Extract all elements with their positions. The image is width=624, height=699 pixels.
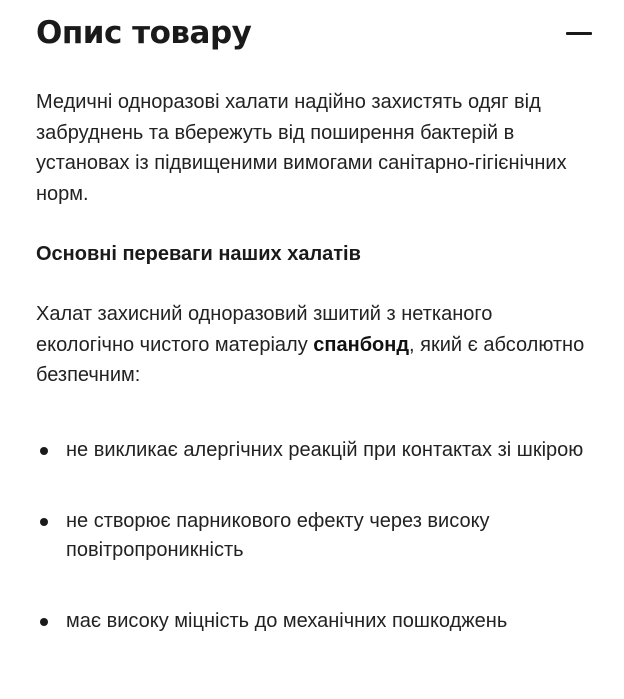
- bullet-icon: [40, 447, 48, 455]
- list-item: [36, 607, 596, 636]
- bullet-icon: [40, 618, 48, 626]
- material-text-end: , який є абсолютно безпечним:: [36, 333, 585, 386]
- list-item-text: не викликає алергічних реакцій при контактах зі шкірою: [66, 438, 584, 461]
- list-item: [36, 436, 596, 465]
- list-item: [36, 507, 596, 565]
- minus-icon: [566, 32, 592, 35]
- benefits-heading: Основні переваги наших халатів: [36, 243, 361, 265]
- section-title: Опис товару: [36, 15, 252, 51]
- description-accordion-header[interactable]: [36, 8, 588, 58]
- description-content: [36, 87, 596, 678]
- benefits-list: [36, 436, 596, 636]
- material-paragraph: [36, 299, 596, 391]
- bullet-icon: [40, 518, 48, 526]
- list-item-text: має високу міцність до механічних пошкоджень: [66, 609, 508, 632]
- material-text-start: Халат захисний одноразовий зшитий з нетканого екологічно чистого матеріалу: [36, 303, 493, 356]
- intro-paragraph: Медичні одноразові халати надійно захистять одяг від забруднень та вбережуть від поширення бактерій в установах із підвищеними вимогами санітарно-гігієнічних норм.: [36, 91, 567, 205]
- collapse-button[interactable]: [564, 18, 594, 48]
- material-name: спанбонд: [313, 333, 410, 356]
- list-item-text: не створює парникового ефекту через високу повітропроникність: [66, 509, 490, 561]
